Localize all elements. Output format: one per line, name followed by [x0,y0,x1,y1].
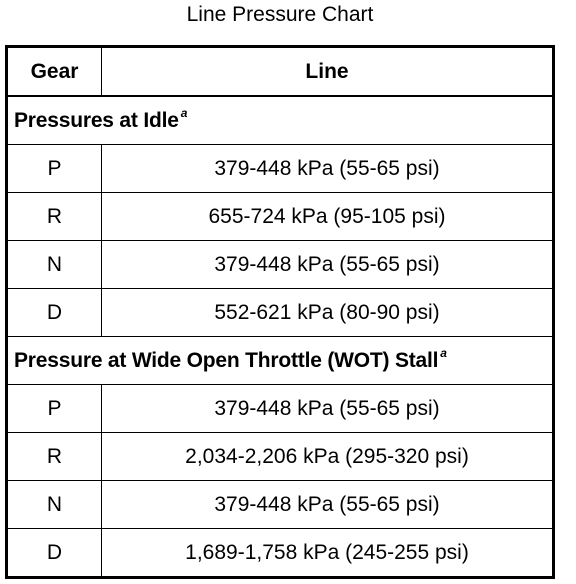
section-row-wot-stall [7,337,554,385]
gear-cell: R [7,433,102,481]
table-row [7,289,554,337]
line-pressure-cell: 2,034-2,206 kPa (295-320 psi) [102,433,554,481]
table-row [7,385,554,433]
gear-cell: D [7,529,102,578]
line-pressure-table [5,45,555,579]
section-heading-idle [7,96,554,145]
section-label: Pressure at Wide Open Throttle (WOT) Stall [14,349,439,372]
gear-column-header: Gear [7,47,102,97]
line-pressure-cell: 655-724 kPa (95-105 psi) [102,193,554,241]
gear-cell: P [7,385,102,433]
table-row [7,145,554,193]
gear-cell: P [7,145,102,193]
table-row [7,433,554,481]
footnote-marker: a [180,106,188,120]
section-row-idle [7,96,554,145]
line-column-header: Line [102,47,554,97]
section-heading-wot-stall [7,337,554,385]
gear-cell: N [7,481,102,529]
line-pressure-cell: 1,689-1,758 kPa (245-255 psi) [102,529,554,578]
page-title: Line Pressure Chart [186,3,374,26]
header-row [7,47,554,97]
table-row [7,481,554,529]
table-row [7,529,554,578]
table-row [7,193,554,241]
footnote-marker: a [440,346,447,360]
line-pressure-cell: 379-448 kPa (55-65 psi) [102,241,554,289]
line-pressure-cell: 379-448 kPa (55-65 psi) [102,481,554,529]
gear-cell: N [7,241,102,289]
gear-cell: D [7,289,102,337]
section-label: Pressures at Idle [14,109,179,132]
gear-cell: R [7,193,102,241]
line-pressure-cell: 379-448 kPa (55-65 psi) [102,385,554,433]
line-pressure-cell: 552-621 kPa (80-90 psi) [102,289,554,337]
line-pressure-cell: 379-448 kPa (55-65 psi) [102,145,554,193]
table-row [7,241,554,289]
